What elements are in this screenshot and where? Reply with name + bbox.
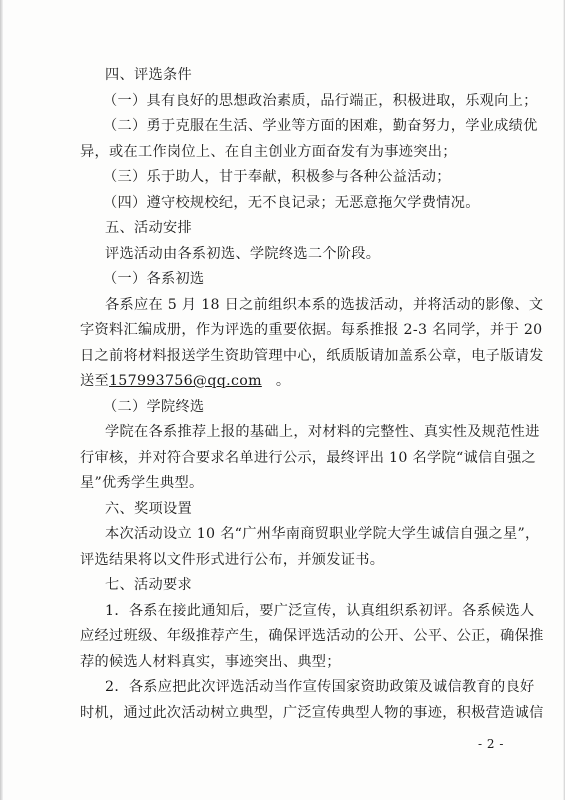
subsection-heading: （二）学院终选 (103, 398, 205, 415)
paragraph-line: 学院在各系推荐上报的基础上，对材料的完整性、真实性及规范性进 (105, 424, 540, 440)
paragraph-line: 荐的候选人材料真实，事迹突出、典型； (80, 653, 341, 670)
criteria-item-continued: 异，或在工作岗位上、在自主创业方面奋发有为事迹突出； (80, 143, 457, 160)
paragraph-text: 送至 (80, 373, 109, 389)
paragraph-text: 。 (275, 373, 291, 389)
paragraph-line: 评选活动由各系初选、学院终选二个阶段。 (105, 245, 381, 262)
paragraph-line: 星”优秀学生典型。 (80, 475, 204, 491)
criteria-item: （三）乐于助人，甘于奉献，积极参与各种公益活动； (103, 169, 451, 185)
paragraph-line: 字资料汇编成册，作为评选的重要依据。每系推报 2-3 名同学，并于 20 (80, 322, 543, 338)
paragraph-line: 应经过班级、年级推荐产生，确保评选活动的公开、公平、公正，确保推 (80, 628, 544, 644)
section-heading: 六、奖项设置 (105, 500, 192, 517)
section-heading: 七、活动要求 (105, 577, 192, 593)
paragraph-line: 行审核，并对符合要求名单进行公示，最终评出 10 名学院“诚信自强之 (80, 449, 536, 466)
paragraph-line: 时机，通过此次活动树立典型，广泛宣传典型人物的事迹，积极营造诚信 (80, 704, 544, 721)
paragraph-line: 日之前将材料报送学生资助管理中心，纸质版请加盖系公章，电子版请发 (80, 347, 544, 364)
subsection-heading: （一）各系初选 (103, 271, 205, 287)
paragraph-line: 各系应在 5 月 18 日之前组织本系的选拔活动，并将活动的影像、文 (105, 296, 544, 313)
criteria-item: （一）具有良好的思想政治素质，品行端正，积极进取，乐观向上； (103, 92, 538, 109)
section-heading: 四、评选条件 (105, 67, 192, 83)
paragraph-line: 1．各系在接此通知后，要广泛宣传，认真组织系初评。各系候选人 (105, 602, 535, 619)
email-link[interactable]: 157993756@qq.com (108, 373, 262, 389)
criteria-item: （四）遵守校规校纪，无不良记录；无恶意拖欠学费情况。 (103, 194, 480, 211)
paragraph-line: 本次活动设立 10 名“广州华南商贸职业学院大学生诚信自强之星”， (105, 526, 540, 542)
paragraph-line: 评选结果将以文件形式进行公布，并颁发证书。 (80, 551, 385, 568)
section-heading: 五、活动安排 (105, 220, 192, 236)
scan-edge-left (0, 0, 3, 800)
page-number: - 2 - (478, 737, 504, 751)
paragraph-line (80, 372, 290, 390)
paragraph-line: 2．各系应把此次评选活动当作宣传国家资助政策及诚信教育的良好 (105, 679, 535, 695)
criteria-item: （二）勇于克服在生活、学业等方面的困难，勤奋努力，学业成绩优 (103, 118, 538, 134)
